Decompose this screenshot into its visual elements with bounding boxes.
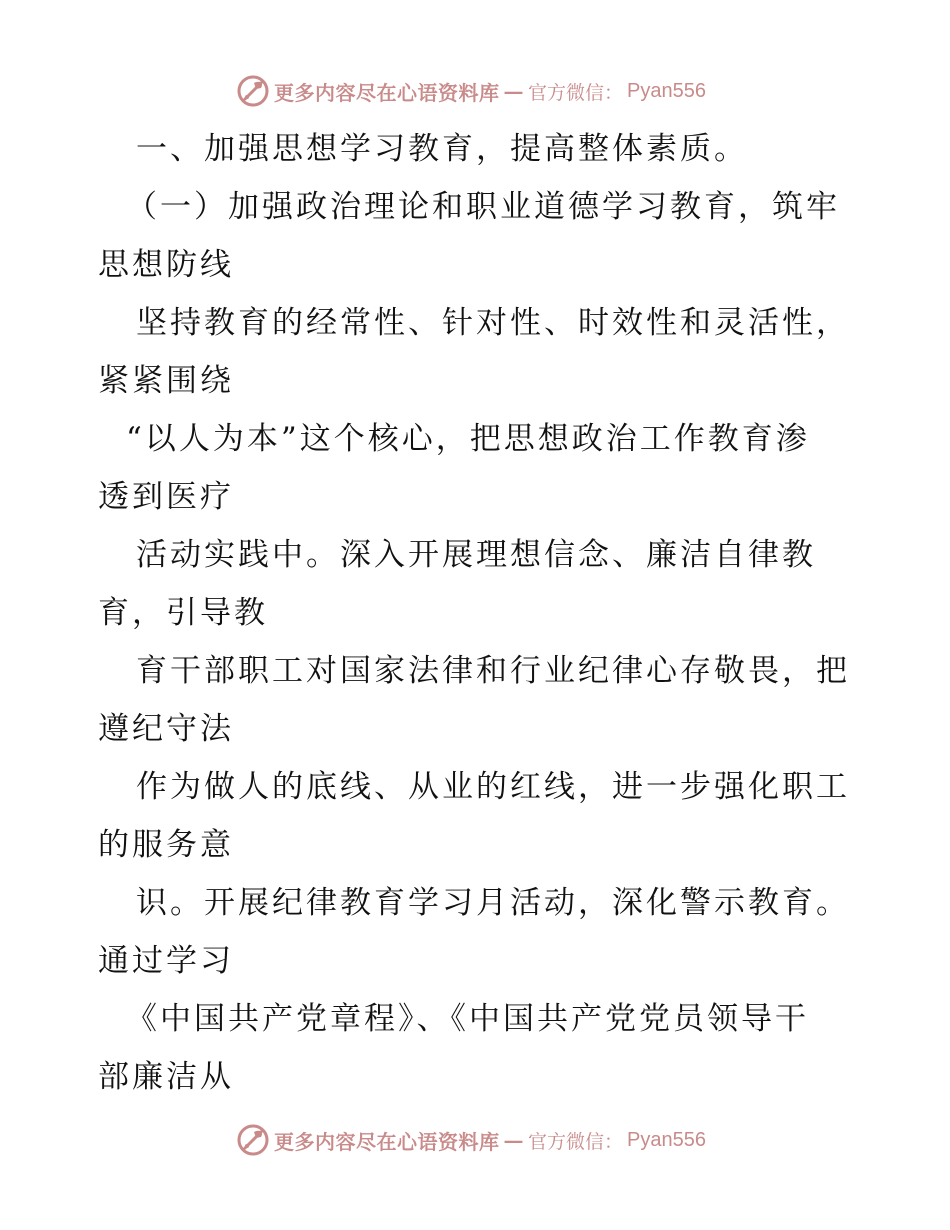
banner-text: 更多内容尽在心语资料库 — [274, 80, 500, 105]
paragraph-line: 作为做人的底线、从业的红线，进一步强化职工 — [136, 769, 850, 805]
banner-dash: — — [503, 79, 524, 103]
footer-banner — [236, 1121, 706, 1159]
paragraph-line: 透到医疗 — [98, 479, 234, 515]
paragraph-line: 遵纪守法 — [98, 711, 234, 747]
banner-wechat-label: 官方微信： — [528, 1130, 624, 1153]
quill-logo-icon — [236, 74, 270, 108]
paragraph-line: 思想防线 — [98, 247, 234, 283]
banner-text: 更多内容尽在心语资料库 — [274, 1129, 500, 1154]
banner-wechat-id: Pyan556 — [627, 1128, 706, 1151]
banner-dash: — — [503, 1128, 524, 1152]
paragraph-line: 《中国共产党章程》、《中国共产党党员领导干 — [126, 1001, 809, 1037]
paragraph-line: 育，引导教 — [98, 595, 268, 631]
paragraph-line: 识。开展纪律教育学习月活动，深化警示教育。 — [136, 885, 850, 921]
paragraph-line: 紧紧围绕 — [98, 363, 234, 399]
banner-wechat-label: 官方微信： — [528, 81, 624, 104]
banner-wechat-id: Pyan556 — [627, 79, 706, 102]
paragraph-line: 活动实践中。深入开展理想信念、廉洁自律教 — [136, 537, 816, 573]
quill-logo-icon — [236, 1123, 270, 1157]
document-body — [98, 120, 858, 1106]
paragraph-line: 通过学习 — [98, 943, 234, 979]
section-heading: 一、加强思想学习教育，提高整体素质。 — [136, 131, 748, 167]
paragraph-line: 坚持教育的经常性、针对性、时效性和灵活性， — [136, 305, 850, 341]
paragraph-line: 部廉洁从 — [98, 1059, 234, 1095]
paragraph-line: “以人为本”这个核心，把思想政治工作教育渗 — [126, 421, 810, 457]
paragraph-line: 育干部职工对国家法律和行业纪律心存敬畏，把 — [136, 653, 850, 689]
subsection-heading: （一）加强政治理论和职业道德学习教育，筑牢 — [126, 189, 840, 225]
header-banner — [236, 72, 706, 110]
paragraph-line: 的服务意 — [98, 827, 234, 863]
